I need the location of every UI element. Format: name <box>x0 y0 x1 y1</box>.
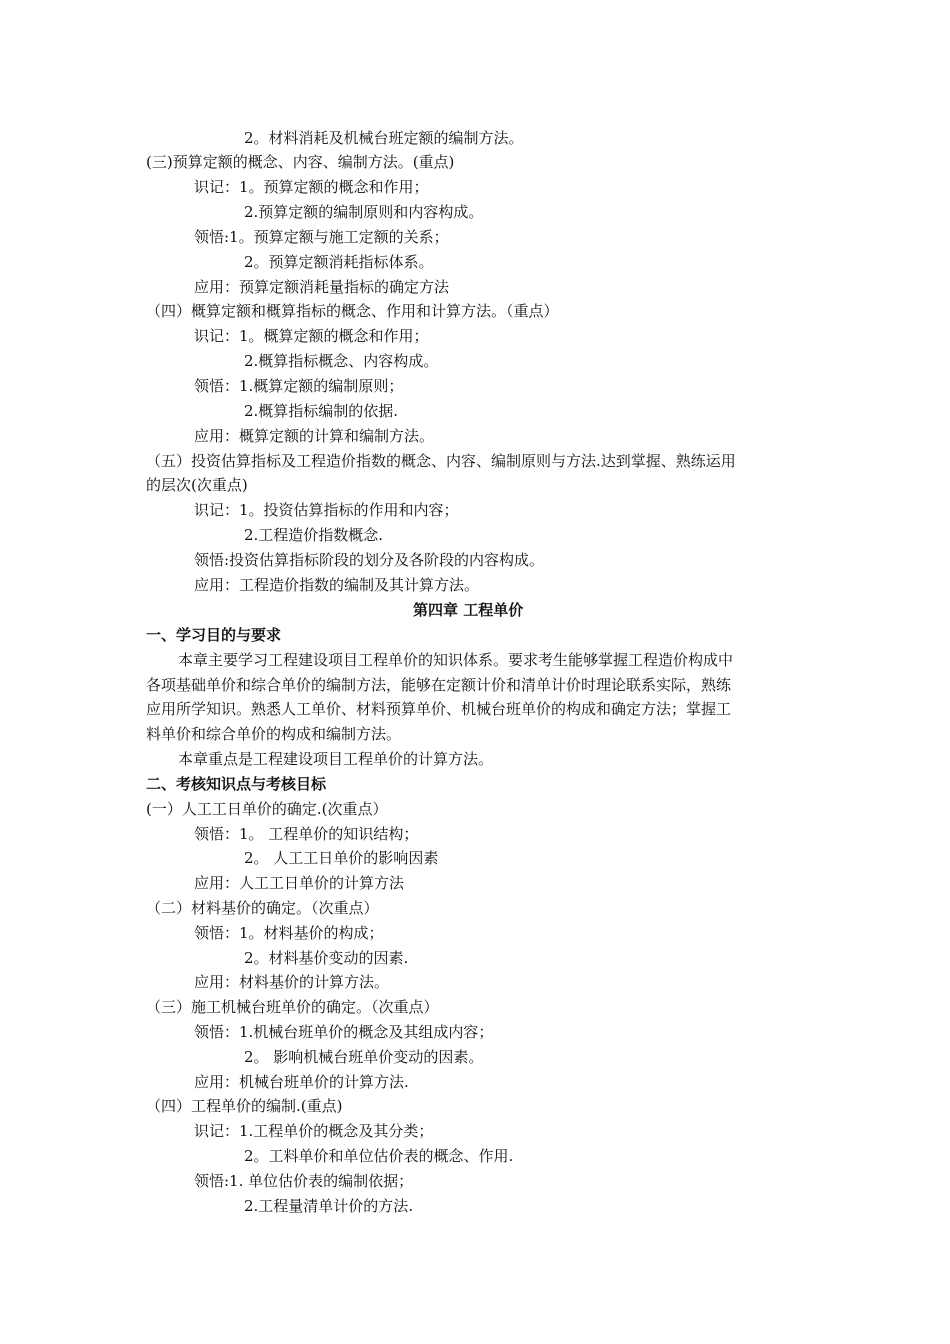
text-line: 2。工料单价和单位估价表的概念、作用. <box>244 1147 514 1165</box>
text-line: 识记：1。概算定额的概念和作用； <box>194 327 429 345</box>
text-line: 领悟:1。预算定额与施工定额的关系； <box>194 228 449 246</box>
paragraph-line: 本章主要学习工程建设项目工程单价的知识体系。要求考生能够掌握工程造价构成中 <box>178 651 734 669</box>
section-title: 一、学习目的与要求 <box>146 626 282 644</box>
text-line: 应用：人工工日单价的计算方法 <box>194 874 405 892</box>
text-line: 领悟:投资估算指标阶段的划分及各阶段的内容构成。 <box>194 551 545 569</box>
text-line: 2.概算指标概念、内容构成。 <box>244 352 439 370</box>
section-heading: （四）工程单价的编制.(重点) <box>146 1097 343 1115</box>
paragraph-line: 料单价和综合单价的构成和编制方法。 <box>146 725 402 743</box>
text-line: 领悟:1. 单位估价表的编制依据； <box>194 1172 414 1190</box>
text-line: 应用：概算定额的计算和编制方法。 <box>194 427 435 445</box>
text-line: 2.概算指标编制的依据. <box>244 402 399 420</box>
text-line: 2.预算定额的编制原则和内容构成。 <box>244 203 484 221</box>
paragraph-line: 本章重点是工程建设项目工程单价的计算方法。 <box>178 750 494 768</box>
text-line: 应用：预算定额消耗量指标的确定方法 <box>194 278 450 296</box>
text-line: 应用：工程造价指数的编制及其计算方法。 <box>194 576 480 594</box>
text-line: 领悟：1.概算定额的编制原则； <box>194 377 404 395</box>
text-line: 2。 人工工日单价的影响因素 <box>244 849 439 867</box>
text-line: 2。预算定额消耗指标体系。 <box>244 253 434 271</box>
section-title: 二、考核知识点与考核目标 <box>146 775 327 793</box>
section-heading: （五）投资估算指标及工程造价指数的概念、内容、编制原则与方法.达到掌握、熟练运用 <box>146 452 736 470</box>
section-heading: （四）概算定额和概算指标的概念、作用和计算方法。（重点） <box>146 302 559 320</box>
text-line: 应用：材料基价的计算方法。 <box>194 973 390 991</box>
text-line: 识记：1。投资估算指标的作用和内容； <box>194 501 459 519</box>
paragraph-line: 应用所学知识。熟悉人工单价、材料预算单价、机械台班单价的构成和确定方法；掌握工 <box>146 700 732 718</box>
text-line: 2。材料消耗及机械台班定额的编制方法。 <box>244 129 524 147</box>
text-line: 识记：1。预算定额的概念和作用； <box>194 178 429 196</box>
section-heading: (一）人工工日单价的确定.(次重点） <box>146 800 388 818</box>
text-line: 2.工程量清单计价的方法. <box>244 1197 414 1215</box>
text-line: 领悟：1.机械台班单价的概念及其组成内容； <box>194 1023 494 1041</box>
chapter-title: 第四章 工程单价 <box>413 601 524 619</box>
text-line: 2.工程造价指数概念. <box>244 526 384 544</box>
section-heading: （二）材料基价的确定。（次重点） <box>146 899 379 917</box>
text-line: 领悟：1。 工程单价的知识结构； <box>194 825 419 843</box>
section-heading: (三)预算定额的概念、内容、编制方法。(重点) <box>146 153 455 171</box>
text-line: 应用：机械台班单价的计算方法. <box>194 1073 409 1091</box>
text-line: 识记：1.工程单价的概念及其分类； <box>194 1122 434 1140</box>
section-heading: （三）施工机械台班单价的确定。（次重点） <box>146 998 439 1016</box>
text-line: 的层次(次重点) <box>146 476 248 494</box>
text-line: 2。材料基价变动的因素. <box>244 949 409 967</box>
paragraph-line: 各项基础单价和综合单价的编制方法，能够在定额计价和清单计价时理论联系实际，熟练 <box>146 676 732 694</box>
text-line: 2。 影响机械台班单价变动的因素。 <box>244 1048 484 1066</box>
text-line: 领悟：1。材料基价的构成； <box>194 924 384 942</box>
